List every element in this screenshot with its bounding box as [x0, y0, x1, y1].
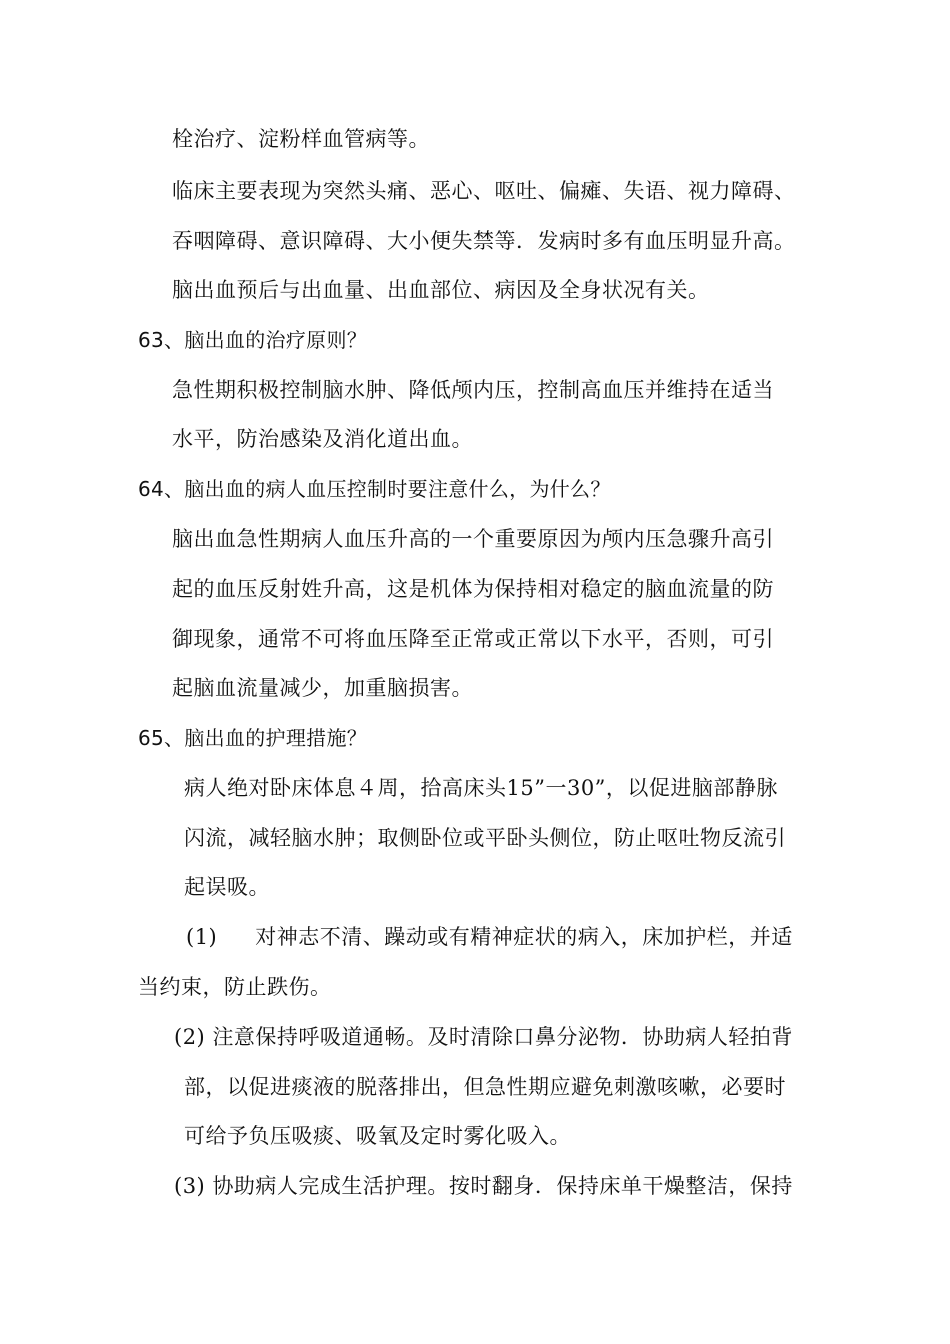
paragraph-line: 病人绝对卧床体息４周，拾高床头15”一30”，以促进脑部静脉 [184, 776, 778, 800]
paragraph-line: 脑出血急性期病人血压升高的一个重要原因为颅内压急骤升高引 [172, 527, 774, 551]
paragraph-line: 水平，防治感染及消化道出血。 [172, 427, 473, 451]
list-item-text: 对神志不清、躁动或有精神症状的病入，床加护栏，并适 [255, 925, 793, 949]
paragraph-line: 起脑血流量减少，加重脑损害。 [172, 676, 473, 700]
list-item-continuation: 可给予负压吸痰、吸氧及定时雾化吸入。 [184, 1124, 571, 1148]
paragraph-line: 闪流，减轻脑水肿；取侧卧位或平卧头侧位，防止呕吐物反流引 [184, 826, 786, 850]
paragraph-line: 脑出血预后与出血量、出血部位、病因及全身状况有关。 [172, 278, 710, 302]
paragraph-line: 起误吸。 [184, 875, 270, 899]
question-heading-63: 63、脑出血的治疗原则？ [138, 328, 368, 352]
paragraph-line: 起的血压反射姓升高，这是机体为保持相对稳定的脑血流量的防 [172, 577, 774, 601]
list-item-2 [174, 1022, 793, 1052]
list-item-3 [174, 1171, 793, 1201]
question-heading-65: 65、脑出血的护理措施？ [138, 726, 368, 750]
paragraph-line: 栓治疗、淀粉样血管病等。 [172, 127, 430, 151]
list-item-text: 协助病人完成生活护理。按时翻身．保持床单干燥整洁，保持 [212, 1174, 793, 1198]
list-item-number: (1) [186, 925, 218, 949]
paragraph-line: 吞咽障碍、意识障碍、大小便失禁等．发病时多有血压明显升高。 [172, 229, 796, 253]
list-item-number: (3) [174, 1174, 206, 1198]
question-heading-64: 64、脑出血的病人血压控制时要注意什么，为什么？ [138, 477, 611, 501]
paragraph-line: 临床主要表现为突然头痛、恶心、呕吐、偏瘫、失语、视力障碍、 [172, 179, 796, 203]
list-item-number: (2) [174, 1025, 206, 1049]
list-item-text: 注意保持呼吸道通畅。及时清除口鼻分泌物．协助病人轻拍背 [212, 1025, 793, 1049]
paragraph-line: 御现象，通常不可将血压降至正常或正常以下水平，否则，可引 [172, 627, 774, 651]
list-item-continuation: 当约束，防止跌伤。 [138, 975, 332, 999]
paragraph-line: 急性期积极控制脑水肿、降低颅内压，控制高血压并维持在适当 [172, 378, 774, 402]
list-item-continuation: 部，以促进痰液的脱落排出，但急性期应避免刺激咳嗽，必要时 [184, 1075, 786, 1099]
list-item-1 [186, 922, 793, 952]
